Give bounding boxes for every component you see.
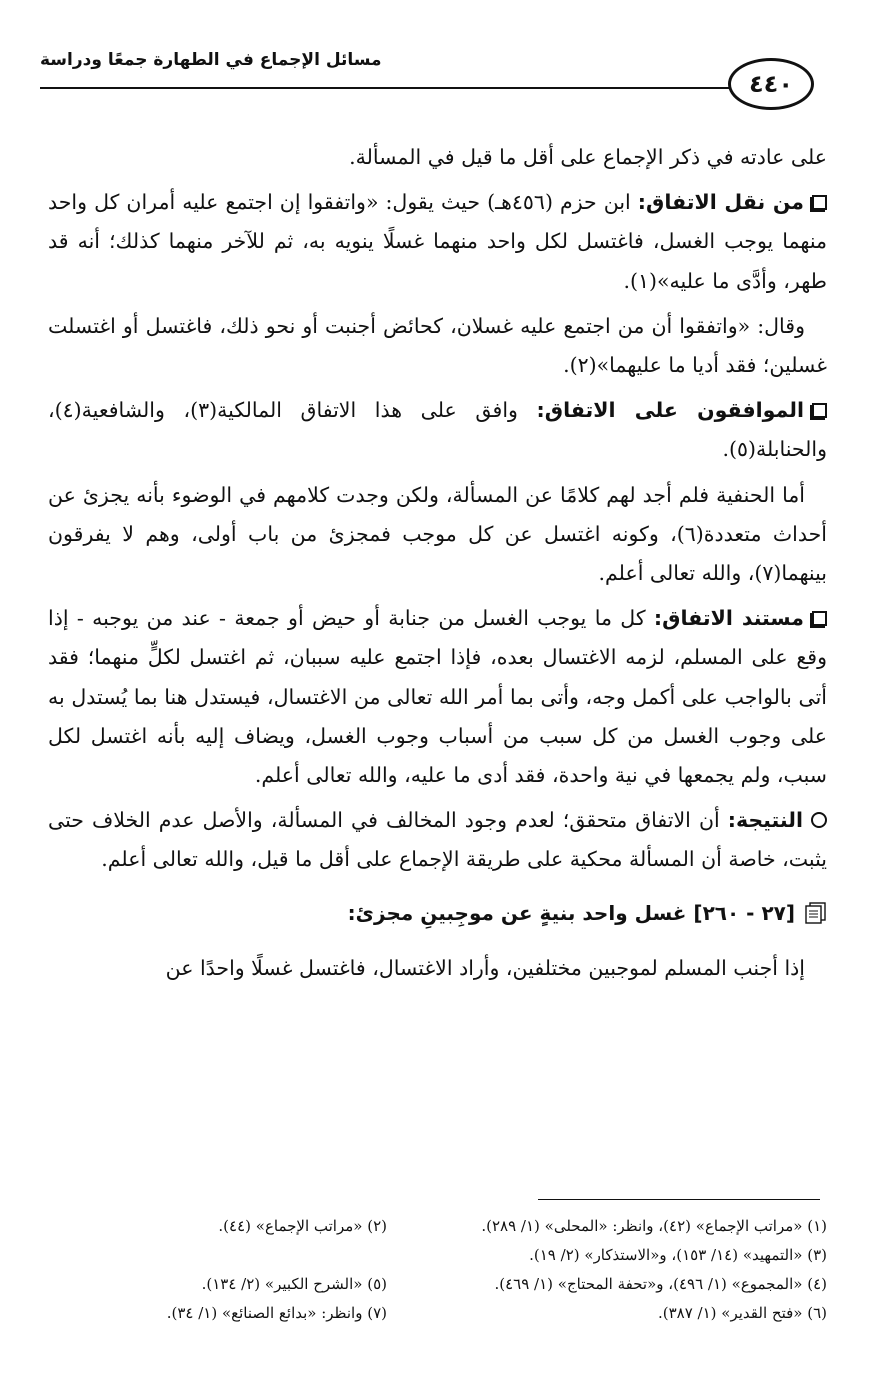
footnote-1: (١) «مراتب الإجماع» (٤٢)، وانظر: «المحلى» (١/ ٢٨٩).: [481, 1217, 827, 1235]
paragraph-7: [48, 801, 827, 879]
paragraph-4-text: وافق على هذا الاتفاق المالكية(٣)، والشافعية(٤)، والحنابلة(٥).: [48, 398, 827, 462]
section-lead-agreeing: الموافقون على الاتفاق:: [536, 398, 804, 423]
square-bullet-icon: [812, 195, 827, 210]
footnote-7: (٧) وانظر: «بدائع الصنائع» (١/ ٣٤).: [166, 1304, 387, 1322]
paragraph-8: إذا أجنب المسلم لموجبين مختلفين، وأراد الاغتسال، فاغتسل غسلًا واحدًا عن: [165, 955, 805, 980]
main-text: [48, 138, 827, 994]
footnote-row: [48, 1241, 827, 1270]
documents-icon: [803, 902, 827, 924]
issue-heading: [48, 894, 827, 933]
page-number: ٤٤٠: [728, 58, 814, 110]
footnote-2: (٢) «مراتب الإجماع» (٤٤).: [218, 1217, 387, 1235]
footnote-row: [48, 1212, 827, 1241]
running-header-title: مسائل الإجماع في الطهارة جمعًا ودراسة: [40, 50, 382, 70]
footnote-row: [48, 1270, 827, 1299]
paragraph-2: [48, 183, 827, 301]
footnote-row: [48, 1299, 827, 1328]
paragraph-3: وقال: «واتفقوا أن من اجتمع عليه غسلان، كحائض أجنبت أو نحو ذلك، فاغتسل أو اغتسلت غسلين؛ فقد أديا ما عليهما»(٢).: [48, 313, 827, 378]
paragraph-2-text: ابن حزم (٤٥٦هـ) حيث يقول: «واتفقوا إن اجتمع عليه أمران كل واحد منهما يوجب الغسل، فاغتسل لكل واحد منهما غسلًا ينويه به، ثم للآخر منهما كذلك؛ أنه قد طهر، وأدَّى ما عليه»(١).: [48, 190, 827, 293]
paragraph-5: أما الحنفية فلم أجد لهم كلامًا عن المسألة، ولكن وجدت كلامهم في الوضوء بأنه يجزئ عن أحداث متعددة(٦)، وكونه اغتسل عن كل موجب فمجزئ من باب أولى، وهم لا يفرقون بينهما(٧)، والله تعالى أعلم.: [48, 482, 827, 586]
square-bullet-icon: [812, 403, 827, 418]
square-bullet-icon: [812, 611, 827, 626]
paragraph-7-text: أن الاتفاق متحقق؛ لعدم وجود المخالف في المسألة، والأصل عدم الخلاف حتى يثبت، خاصة أن المسألة محكية على طريقة الإجماع على أقل ما قيل، والله تعالى أعلم.: [48, 808, 827, 872]
circle-bullet-icon: [811, 812, 827, 828]
footnotes: [48, 1212, 827, 1328]
footnote-3: (٣) «التمهيد» (١٤/ ١٥٣)، و«الاستذكار» (٢/ ١٩).: [529, 1246, 827, 1264]
paragraph-1: على عادته في ذكر الإجماع على أقل ما قيل في المسألة.: [349, 145, 827, 169]
issue-heading-text: [٢٧ - ٢٦٠] غسل واحد بنيةٍ عن موجِبينِ مجزئ:: [347, 900, 795, 925]
footnote-4: (٤) «المجموع» (١/ ٤٩٦)، و«تحفة المحتاج» (١/ ٤٦٩).: [494, 1275, 827, 1293]
section-lead-transmitters: من نقل الاتفاق:: [637, 190, 804, 215]
footnote-rule: [538, 1199, 820, 1200]
footnote-6: (٦) «فتح القدير» (١/ ٣٨٧).: [657, 1304, 827, 1322]
header-rule: [40, 87, 740, 89]
paragraph-6: [48, 599, 827, 795]
paragraph-4: [48, 391, 827, 469]
paragraph-6-text: كل ما يوجب الغسل من جنابة أو حيض أو جمعة - عند من يوجبه - إذا وقع على المسلم، لزمه الاغتسال بعده، فإذا اجتمع عليه سببان، ثم اغتسل لكلٍّ منهما؛ فقد أتى بالواجب على أكمل وجه، وأتى بما أمر الله تعالى من الاغتسال، فيستدل هنا بما يُستدل به على وجوب الغسل من كل سبب من أسباب وجوب الغسل، ويضاف إليه بأنه اغتسل لكل سبب، ولم يجمعها في نية واحدة، فقد أدى ما عليه، والله تعالى أعلم.: [48, 606, 827, 788]
footnote-5: (٥) «الشرح الكبير» (٢/ ١٣٤).: [201, 1275, 387, 1293]
section-lead-basis: مستند الاتفاق:: [653, 606, 804, 631]
section-lead-result: النتيجة:: [727, 808, 803, 833]
